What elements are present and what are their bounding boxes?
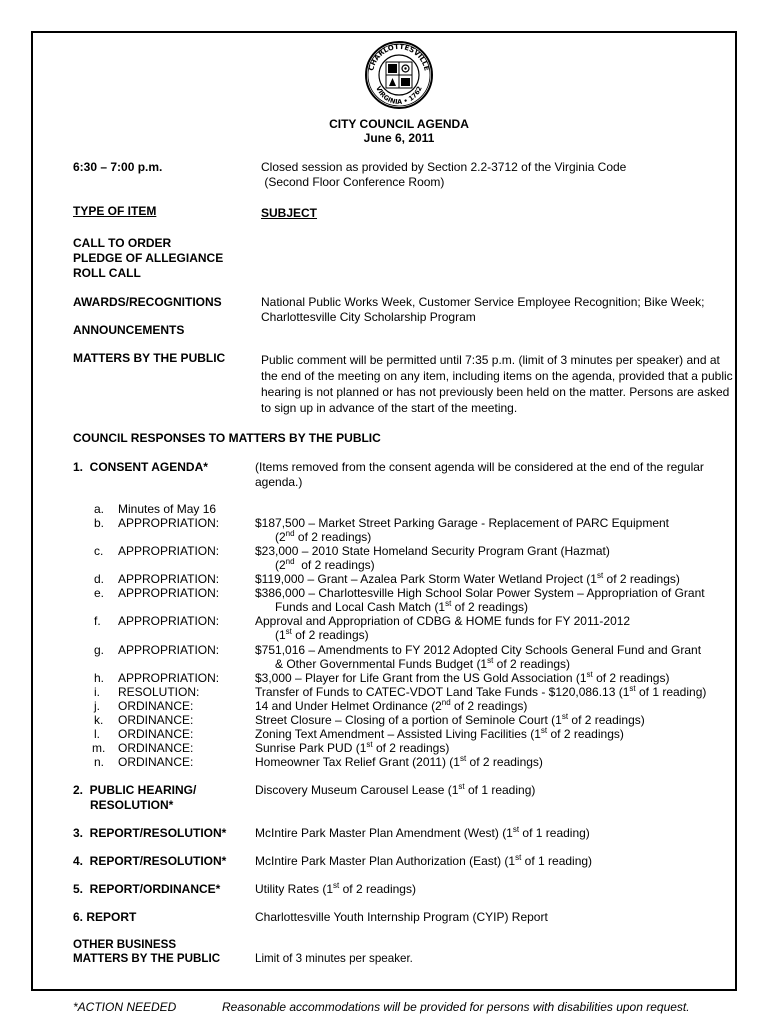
matters-public-line-2: the end of the meeting on any item, including items on the agenda, provided that a public [261, 369, 733, 383]
consent-agenda-label: 1. CONSENT AGENDA* [73, 460, 208, 474]
item-continuation: & Other Governmental Funds Budget (1st of 2 readings) [275, 656, 571, 671]
item-text: $751,016 – Amendments to FY 2012 Adopted City Schools General Fund and Grant [255, 643, 702, 657]
item-type: ORDINANCE: [118, 713, 194, 727]
item6-text: Charlottesville Youth Internship Program (CYIP) Report [255, 910, 548, 924]
roll-call: ROLL CALL [73, 266, 141, 280]
seal-text-top: CHARLOTTESVILLE [367, 42, 431, 72]
item-type: ORDINANCE: [118, 741, 194, 755]
item-text: 14 and Under Helmet Ordinance (2nd of 2 readings) [255, 698, 528, 713]
item2-label-1: 2. PUBLIC HEARING/ [73, 783, 197, 797]
item-type: APPROPRIATION: [118, 544, 220, 558]
item-letter: k. [94, 713, 104, 727]
item-text: $187,500 – Market Street Parking Garage - Replacement of PARC Equipment [255, 516, 669, 530]
awards-line-1: National Public Works Week, Customer Service Employee Recognition; Bike Week; [261, 295, 705, 309]
item3-text: McIntire Park Master Plan Amendment (West) (1st of 1 reading) [255, 825, 590, 840]
agenda-title: CITY COUNCIL AGENDA [329, 117, 469, 131]
item-type: APPROPRIATION: [118, 643, 220, 657]
consent-note-line-1: (Items removed from the consent agenda will be considered at the end of the regular [255, 460, 704, 474]
item-letter: g. [94, 643, 105, 657]
type-of-item-header: TYPE OF ITEM [73, 204, 157, 218]
accommodations-note: Reasonable accommodations will be provided for persons with disabilities upon request. [222, 1000, 690, 1014]
call-to-order: CALL TO ORDER [73, 236, 172, 250]
item-letter: a. [94, 502, 105, 516]
matters-public-line-4: to sign up in advance of the start of the meeting. [261, 401, 518, 415]
closed-session-line-2: (Second Floor Conference Room) [261, 175, 445, 189]
action-needed-note: *ACTION NEEDED [73, 1000, 177, 1014]
seal-text-bottom: VIRGINIA • 1762 [374, 85, 424, 107]
item-text: Sunrise Park PUD (1st of 2 readings) [255, 740, 450, 755]
item-letter: n. [94, 755, 105, 769]
item-text: $3,000 – Player for Life Grant from the US Gold Association (1st of 2 readings) [255, 670, 670, 685]
item-type: ORDINANCE: [118, 755, 194, 769]
matters-public-line-1: Public comment will be permitted until 7:35 p.m. (limit of 3 minutes per speaker) and at [261, 353, 720, 367]
item-letter: i. [94, 685, 100, 699]
item-letter: e. [94, 586, 105, 600]
item-letter: f. [94, 614, 101, 628]
item-type: APPROPRIATION: [118, 516, 220, 530]
item6-label: 6. REPORT [73, 910, 137, 924]
item-text: Approval and Appropriation of CDBG & HOME funds for FY 2011-2012 [255, 614, 631, 628]
matters-public-line-3: hearing is not planned or has not previously been held on the matter. Persons are asked [261, 385, 730, 399]
item4-label: 4. REPORT/RESOLUTION* [73, 854, 227, 868]
item-text: Homeowner Tax Relief Grant (2011) (1st of 2 readings) [255, 754, 543, 769]
subject-header: SUBJECT [261, 206, 318, 220]
consent-note-line-2: agenda.) [255, 475, 303, 489]
awards-line-2: Charlottesville City Scholarship Program [261, 310, 476, 324]
item-type: ORDINANCE: [118, 699, 194, 713]
item2-label-2: RESOLUTION* [90, 798, 174, 812]
item-type: APPROPRIATION: [118, 614, 220, 628]
matters-public-label: MATTERS BY THE PUBLIC [73, 351, 226, 365]
item-text: $23,000 – 2010 State Homeland Security Program Grant (Hazmat) [255, 544, 610, 558]
item-continuation: Funds and Local Cash Match (1st of 2 readings) [275, 599, 529, 614]
item-type: ORDINANCE: [118, 727, 194, 741]
awards-label: AWARDS/RECOGNITIONS [73, 295, 222, 309]
council-responses: COUNCIL RESPONSES TO MATTERS BY THE PUBLIC [73, 431, 381, 445]
item5-label: 5. REPORT/ORDINANCE* [73, 882, 221, 896]
item-letter: h. [94, 671, 105, 685]
announcements: ANNOUNCEMENTS [73, 323, 185, 337]
item-letter: m. [92, 741, 106, 755]
agenda-date: June 6, 2011 [363, 131, 435, 145]
item-type: APPROPRIATION: [118, 572, 220, 586]
item-type: APPROPRIATION: [118, 586, 220, 600]
item4-text: McIntire Park Master Plan Authorization (East) (1st of 1 reading) [255, 853, 593, 868]
item-text: $386,000 – Charlottesville High School Solar Power System – Appropriation of Grant [255, 586, 705, 600]
closed-session-time: 6:30 – 7:00 p.m. [73, 160, 163, 174]
item-type: Minutes of May 16 [118, 502, 217, 516]
matters-public-end-text: Limit of 3 minutes per speaker. [255, 952, 413, 965]
item5-text: Utility Rates (1st of 2 readings) [255, 881, 416, 896]
item3-label: 3. REPORT/RESOLUTION* [73, 826, 227, 840]
item-type: APPROPRIATION: [118, 671, 220, 685]
other-business-label: OTHER BUSINESS [73, 938, 177, 951]
item-continuation: (2nd of 2 readings) [275, 557, 375, 572]
item-type: RESOLUTION: [118, 685, 200, 699]
item-letter: b. [94, 516, 105, 530]
item-letter: l. [94, 727, 100, 741]
item-continuation: (2nd of 2 readings) [275, 529, 372, 544]
city-seal-logo [364, 40, 434, 110]
item-text: Street Closure – Closing of a portion of Seminole Court (1st of 2 readings) [255, 712, 645, 727]
item-letter: j. [94, 699, 100, 713]
pledge-of-allegiance: PLEDGE OF ALLEGIANCE [73, 251, 224, 265]
item2-text: Discovery Museum Carousel Lease (1st of 1 reading) [255, 782, 536, 797]
item-text: Zoning Text Amendment – Assisted Living Facilities (1st of 2 readings) [255, 726, 624, 741]
item-text: Transfer of Funds to CATEC-VDOT Land Take Funds - $120,086.13 (1st of 1 reading) [255, 684, 707, 699]
item-continuation: (1st of 2 readings) [275, 627, 369, 642]
item-text: $119,000 – Grant – Azalea Park Storm Water Wetland Project (1st of 2 readings) [255, 571, 680, 586]
item-letter: c. [94, 544, 104, 558]
item-letter: d. [94, 572, 105, 586]
closed-session-line-1: Closed session as provided by Section 2.2-3712 of the Virginia Code [261, 160, 627, 174]
matters-public-end-label: MATTERS BY THE PUBLIC [73, 952, 221, 965]
